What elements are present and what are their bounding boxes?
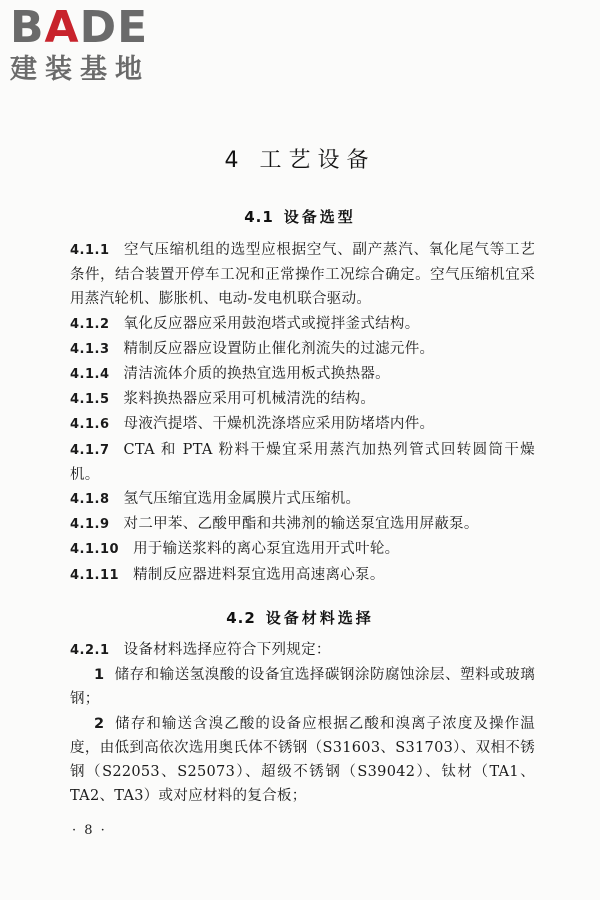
logo-letter-a-accent: A — [44, 2, 80, 53]
section-number: 4.2 — [226, 609, 256, 627]
section-title-text: 设备材料选择 — [265, 609, 374, 627]
section-number: 4.1 — [244, 208, 274, 226]
chapter-title: 4 工艺设备 — [224, 148, 376, 173]
clause-4-1-6: 4.1.6 母液汽提塔、干燥机洗涤塔应采用防堵塔内件。 — [70, 416, 435, 433]
list-item-1: 1 储存和输送氢溴酸的设备宜选择碳钢涂防腐蚀涂层、塑料或玻璃钢； — [70, 667, 535, 708]
section-title-text: 设备选型 — [283, 208, 356, 226]
clause-4-1-8: 4.1.8 氢气压缩宜选用金属膜片式压缩机。 — [70, 491, 361, 508]
section-heading-4-2 — [0, 607, 600, 628]
bade-logo — [10, 2, 175, 88]
logo-letters-de: DE — [79, 2, 149, 53]
clause-4-1-3: 4.1.3 精制反应器应设置防止催化剂流失的过滤元件。 — [70, 340, 435, 357]
logo-chinese-text: 建装基地 — [10, 54, 150, 85]
logo-wordmark — [10, 2, 175, 53]
clause-4-1-10: 4.1.10 用于输送浆料的离心泵宜选用开式叶轮。 — [70, 541, 400, 558]
section-heading-4-1 — [0, 206, 600, 227]
clause-4-2-1: 4.2.1 设备材料选择应符合下列规定： — [70, 642, 331, 658]
logo-letter-b: B — [10, 2, 45, 53]
clause-4-1-2: 4.1.2 氧化反应器应采用鼓泡塔式或搅拌釜式结构。 — [70, 315, 420, 332]
clause-4-1-7: 4.1.7 CTA 和 PTA 粉料干燥宜采用蒸汽加热列管式回转圆筒干燥机。 — [70, 441, 535, 483]
section-4-2-body — [70, 638, 535, 808]
clause-4-1-4: 4.1.4 清洁流体介质的换热宜选用板式换热器。 — [70, 366, 390, 383]
list-item-2: 2 储存和输送含溴乙酸的设备应根据乙酸和溴离子浓度及操作温度，由低到高依次选用奥氏体不锈钢（S31603、S31703）、双相不锈钢（S22053、S25073）、超级不锈钢（S39042）、钛材（TA1、TA2、TA3）或对应材料的复合板； — [70, 715, 535, 805]
clause-4-1-9: 4.1.9 对二甲苯、乙酸甲酯和共沸剂的输送泵宜选用屏蔽泵。 — [70, 516, 479, 533]
clause-4-1-11: 4.1.11 精制反应器进料泵宜选用高速离心泵。 — [70, 566, 385, 583]
clause-4-1-1: 4.1.1 空气压缩机组的选型应根据空气、副产蒸汽、氧化尾气等工艺条件，结合装置开停车工况和正常操作工况综合确定。空气压缩机宜采用蒸汽轮机、膨胀机、电动-发电机联合驱动。 — [70, 242, 535, 308]
section-4-1-body — [70, 238, 535, 588]
page-number: · 8 · — [72, 823, 107, 838]
clause-4-1-5: 4.1.5 浆料换热器应采用可机械清洗的结构。 — [70, 391, 376, 408]
